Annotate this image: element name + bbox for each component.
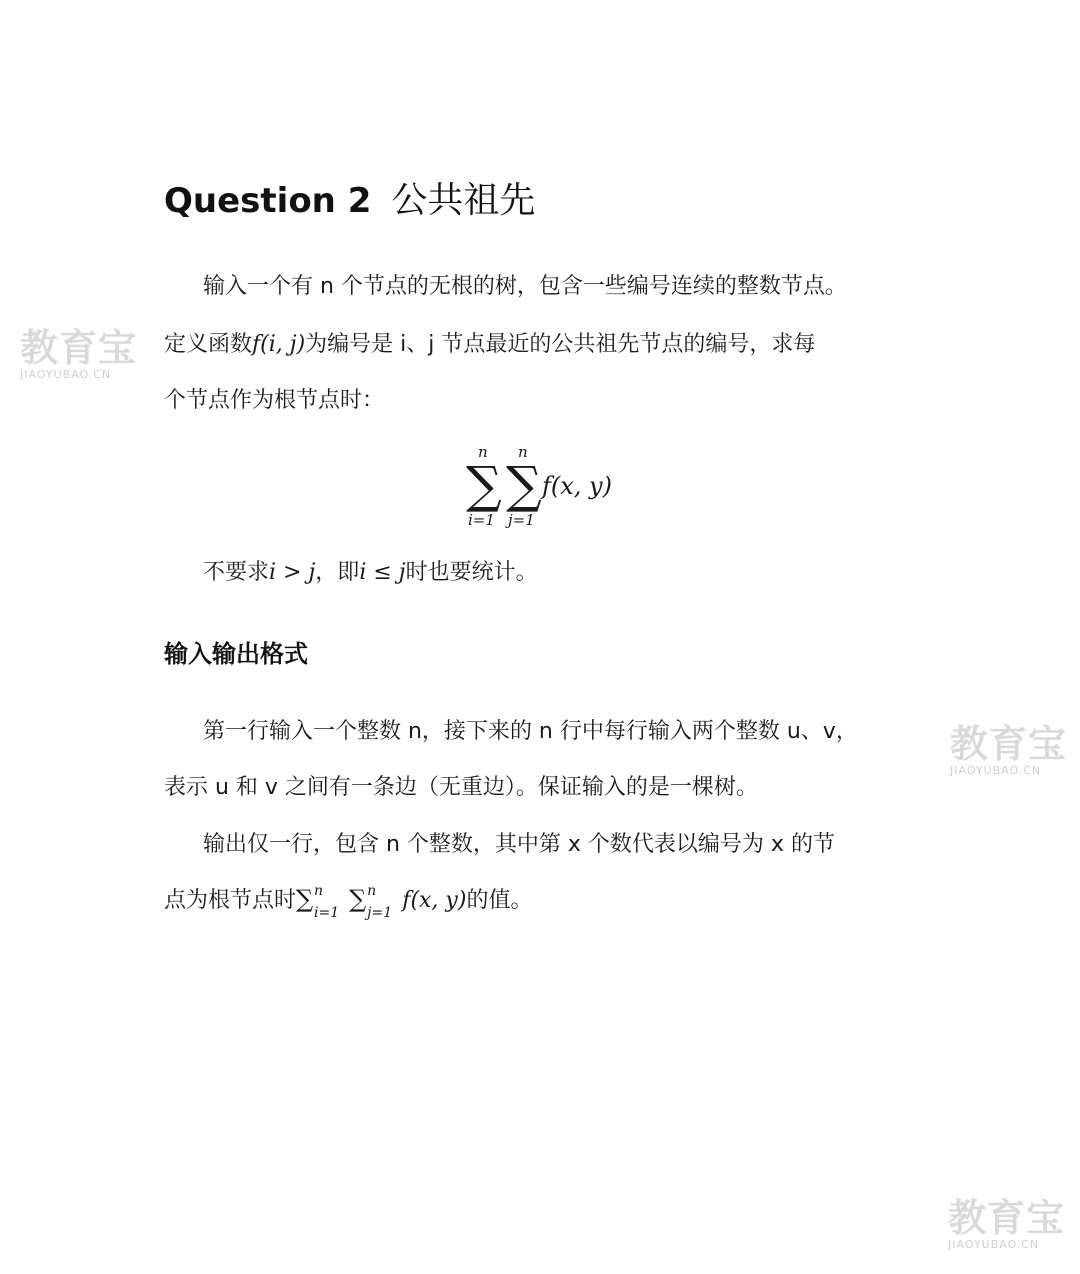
inline-sum-i-upper: n <box>314 883 324 899</box>
output-suffix: 的值。 <box>466 888 533 913</box>
condition-note <box>203 558 538 588</box>
sum1-symbol: ∑ <box>466 456 502 514</box>
input-format-line-1: 第一行输入一个整数 n，接下来的 n 行中每行输入两个整数 u、v， <box>203 719 858 744</box>
condition-mid: ，即 <box>315 560 360 585</box>
inline-sum-j-upper: n <box>367 883 377 899</box>
watermark-left <box>20 328 137 381</box>
sum1-lower-limit: i=1 <box>468 511 495 529</box>
definition-prefix: 定义函数 <box>164 332 253 357</box>
watermark-right-bottom <box>948 1198 1065 1251</box>
section-heading-io-format: 输入输出格式 <box>164 640 308 668</box>
condition-i-le-j: i ≤ j <box>359 560 406 585</box>
problem-statement-line-1: 输入一个有 n 个节点的无根的树，包含一些编号连续的整数节点。 <box>203 274 847 299</box>
condition-i-gt-j: i > j <box>269 560 316 585</box>
output-format-line-2 <box>164 883 533 921</box>
problem-statement-line-3: 个节点作为根节点时： <box>164 388 385 413</box>
question-title <box>164 172 535 223</box>
watermark-left-url: JIAOYUBAO.CN <box>20 368 112 381</box>
display-formula <box>460 440 660 535</box>
inline-sum-i <box>296 883 340 921</box>
output-prefix: 点为根节点时 <box>164 888 297 913</box>
watermark-right-bottom-text: 教育宝 <box>948 1196 1066 1240</box>
formula-body: f(x, y) <box>542 472 612 500</box>
inline-sum-j <box>349 883 393 921</box>
question-title-cn: 公共祖先 <box>391 180 536 221</box>
question-title-en: Question 2 <box>164 181 372 221</box>
condition-suffix: 时也要统计。 <box>405 560 538 585</box>
definition-suffix: 为编号是 i、j 节点最近的公共祖先节点的编号，求每 <box>305 332 816 357</box>
problem-statement-line-2 <box>164 330 815 360</box>
watermark-right-bottom-url: JIAOYUBAO.CN <box>948 1238 1040 1251</box>
function-f-i-j: f(i, j) <box>252 332 306 357</box>
sum2-lower-limit: j=1 <box>508 511 535 529</box>
inline-sum-i-symbol: ∑ <box>296 885 314 913</box>
sum1-upper-limit: n <box>478 443 488 461</box>
sum2-symbol: ∑ <box>506 456 542 514</box>
inline-sum-j-symbol: ∑ <box>349 885 367 913</box>
watermark-right-middle-text: 教育宝 <box>950 722 1068 766</box>
output-function-f-x-y: f(x, y) <box>402 888 467 913</box>
output-format-line-1: 输出仅一行，包含 n 个整数，其中第 x 个数代表以编号为 x 的节 <box>203 832 835 857</box>
sum2-upper-limit: n <box>518 443 528 461</box>
input-format-line-2: 表示 u 和 v 之间有一条边（无重边）。保证输入的是一棵树。 <box>164 775 758 800</box>
watermark-left-text: 教育宝 <box>20 326 138 370</box>
inline-sum-j-lower: j=1 <box>367 905 393 921</box>
condition-prefix: 不要求 <box>203 560 270 585</box>
watermark-right-middle-url: JIAOYUBAO.CN <box>950 764 1042 777</box>
inline-sum-i-lower: i=1 <box>314 905 340 921</box>
watermark-right-middle <box>950 724 1067 777</box>
